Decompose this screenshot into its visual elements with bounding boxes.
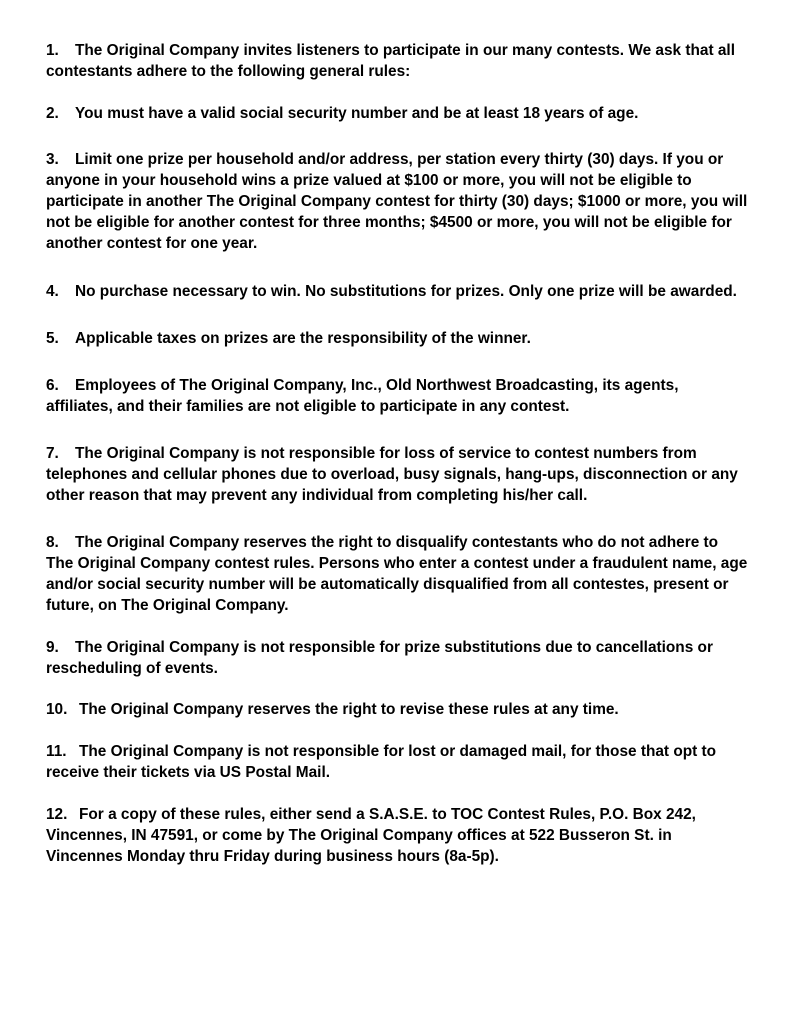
rule-number: 10. xyxy=(46,701,68,718)
rule-text: The Original Company is not responsible for prize substitutions due to cancellations or rescheduling of events. xyxy=(46,639,713,677)
rule-text: The Original Company invites listeners to participate in our many contests. We ask that all contestants adhere to the following general rules: xyxy=(46,42,735,80)
rule-text: For a copy of these rules, either send a S.A.S.E. to TOC Contest Rules, P.O. Box 242, Vincennes, IN 47591, or come by The Original Company offices at 522 Busseron St. in Vincennes Monday thru Friday during business hours (8a-5p). xyxy=(46,806,696,865)
rule-text: The Original Company reserves the right to revise these rules at any time. xyxy=(79,701,619,718)
rule-item xyxy=(46,40,748,82)
rule-number: 4. xyxy=(46,283,59,300)
rule-item xyxy=(46,741,748,783)
rule-number: 2. xyxy=(46,105,59,122)
rule-text: No purchase necessary to win. No substitutions for prizes. Only one prize will be awarded. xyxy=(75,283,737,300)
rule-text: Employees of The Original Company, Inc., Old Northwest Broadcasting, its agents, affiliates, and their families are not eligible to participate in any contest. xyxy=(46,377,679,415)
rule-item xyxy=(46,637,748,679)
contest-rules-list xyxy=(46,40,748,867)
rule-number: 9. xyxy=(46,639,59,656)
rule-number: 12. xyxy=(46,806,68,823)
rule-text: Limit one prize per household and/or address, per station every thirty (30) days. If you or anyone in your household wins a prize valued at $100 or more, you will not be eligible to participate in another The Original Company contest for thirty (30) days; $1000 or more, you will not be eligible for another contest for three months; $4500 or more, you will not be eligible for another contest for one year. xyxy=(46,151,748,252)
rule-item xyxy=(46,328,748,349)
rule-item xyxy=(46,699,748,720)
rule-item xyxy=(46,281,748,302)
rule-item xyxy=(46,443,748,506)
rule-item xyxy=(46,375,748,417)
rule-text: Applicable taxes on prizes are the responsibility of the winner. xyxy=(75,330,531,347)
rule-text: The Original Company is not responsible for loss of service to contest numbers from telephones and cellular phones due to overload, busy signals, hang-ups, disconnection or any other reason that may prevent any individual from completing his/her call. xyxy=(46,445,738,504)
rule-number: 1. xyxy=(46,42,59,59)
rule-number: 7. xyxy=(46,445,59,462)
rule-item xyxy=(46,804,748,867)
rule-item xyxy=(46,149,748,254)
rule-text: You must have a valid social security number and be at least 18 years of age. xyxy=(75,105,639,122)
rule-number: 11. xyxy=(46,743,67,760)
rule-number: 5. xyxy=(46,330,59,347)
rule-item xyxy=(46,532,748,616)
rule-number: 8. xyxy=(46,534,59,551)
rule-text: The Original Company reserves the right to disqualify contestants who do not adhere to The Original Company contest rules. Persons who enter a contest under a fraudulent name, age and/or social security number will be automatically disqualified from all contestes, present or future, on The Original Company. xyxy=(46,534,748,614)
rule-item xyxy=(46,103,748,124)
rule-number: 3. xyxy=(46,151,59,168)
rule-number: 6. xyxy=(46,377,59,394)
rule-text: The Original Company is not responsible for lost or damaged mail, for those that opt to receive their tickets via US Postal Mail. xyxy=(46,743,717,781)
